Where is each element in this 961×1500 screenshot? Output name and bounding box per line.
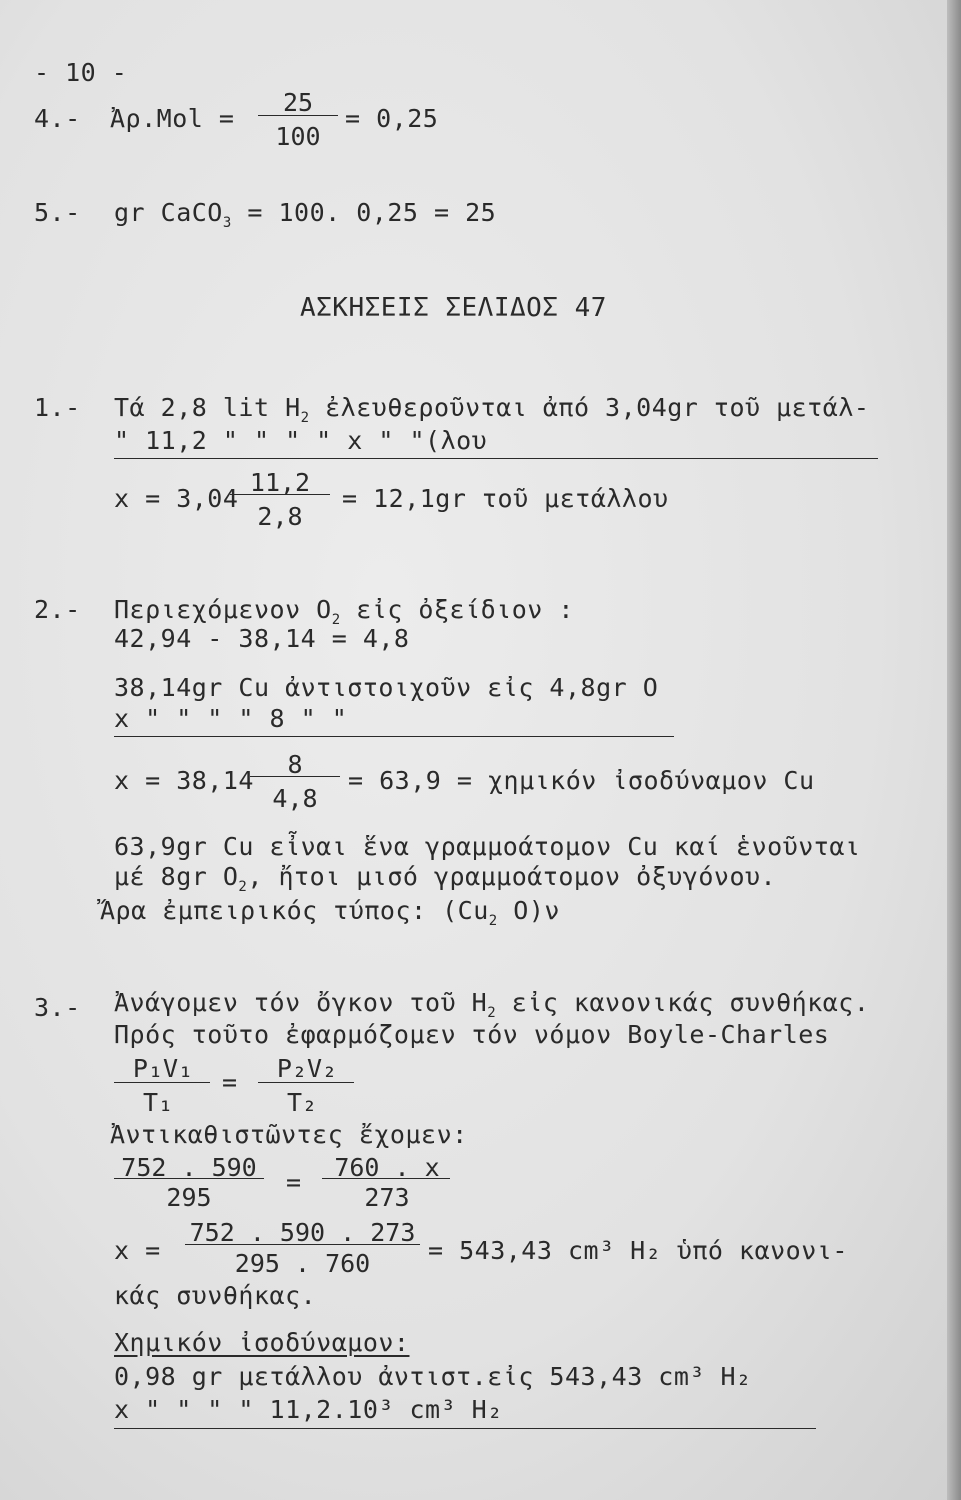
fraction-bar <box>185 1244 420 1245</box>
underline-rule <box>114 458 878 459</box>
boyle-charles-denominator-2: T₂ <box>286 1088 318 1117</box>
exercise-2-text-3: Ἄρα ἐμπειρικός τύπος: ($Cu_2$ O)ν <box>100 896 560 929</box>
fraction-bar <box>258 115 338 116</box>
item-5-text: gr CaCO$_3$ = 100. 0,25 = 25 <box>114 198 497 231</box>
exercise-2-text-2: μέ 8gr $O_2$, ἤτοι μισό γραμμοάτομον ὀξυγόνου. <box>114 862 777 895</box>
exercise-2-line-2: 42,94 - 38,14 = 4,8 <box>114 624 410 653</box>
substitution-label: Ἀντικαθιστῶντες ἔχομεν: <box>110 1120 468 1149</box>
exercise-3-line-2: Πρός τοῦτο ἐφαρμόζομεν τόν νόμον Boyle-Charles <box>114 1020 830 1049</box>
exercise-3-x-rhs: = 543,43 cm³ H₂ ὑπό κανονι- <box>428 1236 848 1265</box>
fraction-bar <box>230 494 330 495</box>
item-4-fraction-denominator: 100 <box>275 122 321 151</box>
exercise-2-x-rhs: = 63,9 = χημικόν ἰσοδύναμον Cu <box>348 766 815 795</box>
exercise-2-line-4: x " " " " 8 " " <box>114 704 348 733</box>
exercise-1-fraction-numerator: 11,2 <box>249 468 311 497</box>
exercise-1-x-lhs: x = 3,04 <box>114 484 239 513</box>
exercise-2-x-lhs: x = 38,14 <box>114 766 254 795</box>
exercise-1-number: 1.- <box>34 393 81 422</box>
underline-rule <box>114 736 674 737</box>
item-4-lhs: Ἀρ.Mol = <box>110 104 235 133</box>
equals-sign: = <box>222 1068 238 1097</box>
exercise-3-x-lhs: x = <box>114 1236 161 1265</box>
exercise-2-number: 2.- <box>34 595 81 624</box>
exercise-1-fraction-denominator: 2,8 <box>257 502 303 531</box>
exercise-3-fraction-numerator: 752 . 590 . 273 <box>189 1218 416 1247</box>
item-4-rhs: = 0,25 <box>345 104 439 133</box>
chemical-equivalent-line-2: x " " " " 11,2.10³ cm³ H₂ <box>114 1395 503 1424</box>
substitution-numerator-1: 752 . 590 <box>121 1153 257 1182</box>
page-number: - 10 - <box>34 58 128 87</box>
exercise-3-x-continuation: κάς συνθήκας. <box>114 1281 317 1310</box>
exercise-2-line-1: Περιεχόμενον $O_2$ εἰς ὀξείδιον : <box>114 595 574 628</box>
equals-sign: = <box>286 1168 302 1197</box>
exercise-2-fraction-denominator: 4,8 <box>272 784 318 813</box>
fraction-bar <box>258 1082 354 1083</box>
boyle-charles-numerator-2: P₂V₂ <box>276 1054 338 1083</box>
substitution-denominator-2: 273 <box>364 1183 410 1212</box>
section-heading: ΑΣΚΗΣΕΙΣ ΣΕΛΙΔΟΣ 47 <box>300 293 607 323</box>
item-5-number: 5.- <box>34 198 81 227</box>
fraction-bar <box>114 1178 264 1179</box>
fraction-bar <box>114 1082 210 1083</box>
page-edge-shadow <box>947 0 961 1500</box>
exercise-3-number: 3.- <box>34 993 81 1022</box>
exercise-2-fraction-numerator: 8 <box>287 750 303 779</box>
exercise-2-line-3: 38,14gr Cu ἀντιστοιχοῦν εἰς 4,8gr O <box>114 673 659 702</box>
item-4-fraction-numerator: 25 <box>282 88 314 117</box>
exercise-1-line-2: " 11,2 " " " " x " "(λου <box>114 426 488 455</box>
chemical-equivalent-line-1: 0,98 gr μετάλλου ἀντιστ.εἰς 543,43 cm³ H₂ <box>114 1362 752 1391</box>
underline-rule <box>114 1428 816 1429</box>
exercise-1-x-rhs: = 12,1gr τοῦ μετάλλου <box>342 484 669 513</box>
fraction-bar <box>250 776 340 777</box>
substitution-denominator-1: 295 <box>166 1183 212 1212</box>
boyle-charles-denominator-1: T₁ <box>142 1088 174 1117</box>
exercise-3-fraction-denominator: 295 . 760 <box>234 1249 371 1278</box>
exercise-2-text-1: 63,9gr Cu εἶναι ἕνα γραμμοάτομον Cu καί ἑνοῦνται <box>114 832 861 861</box>
chemical-equivalent-title: Χημικόν ἰσοδύναμον: <box>114 1328 410 1357</box>
substitution-numerator-2: 760 . x <box>334 1153 440 1182</box>
fraction-bar <box>322 1178 450 1179</box>
boyle-charles-numerator-1: P₁V₁ <box>132 1054 194 1083</box>
item-4-number: 4.- <box>34 104 81 133</box>
exercise-1-line-1: Τά 2,8 lit $H_2$ ἐλευθεροῦνται ἀπό 3,04gr τοῦ μετάλ- <box>114 393 870 426</box>
exercise-3-line-1: Ἀνάγομεν τόν ὄγκον τοῦ $H_2$ εἰς κανονικάς συνθήκας. <box>114 988 870 1021</box>
